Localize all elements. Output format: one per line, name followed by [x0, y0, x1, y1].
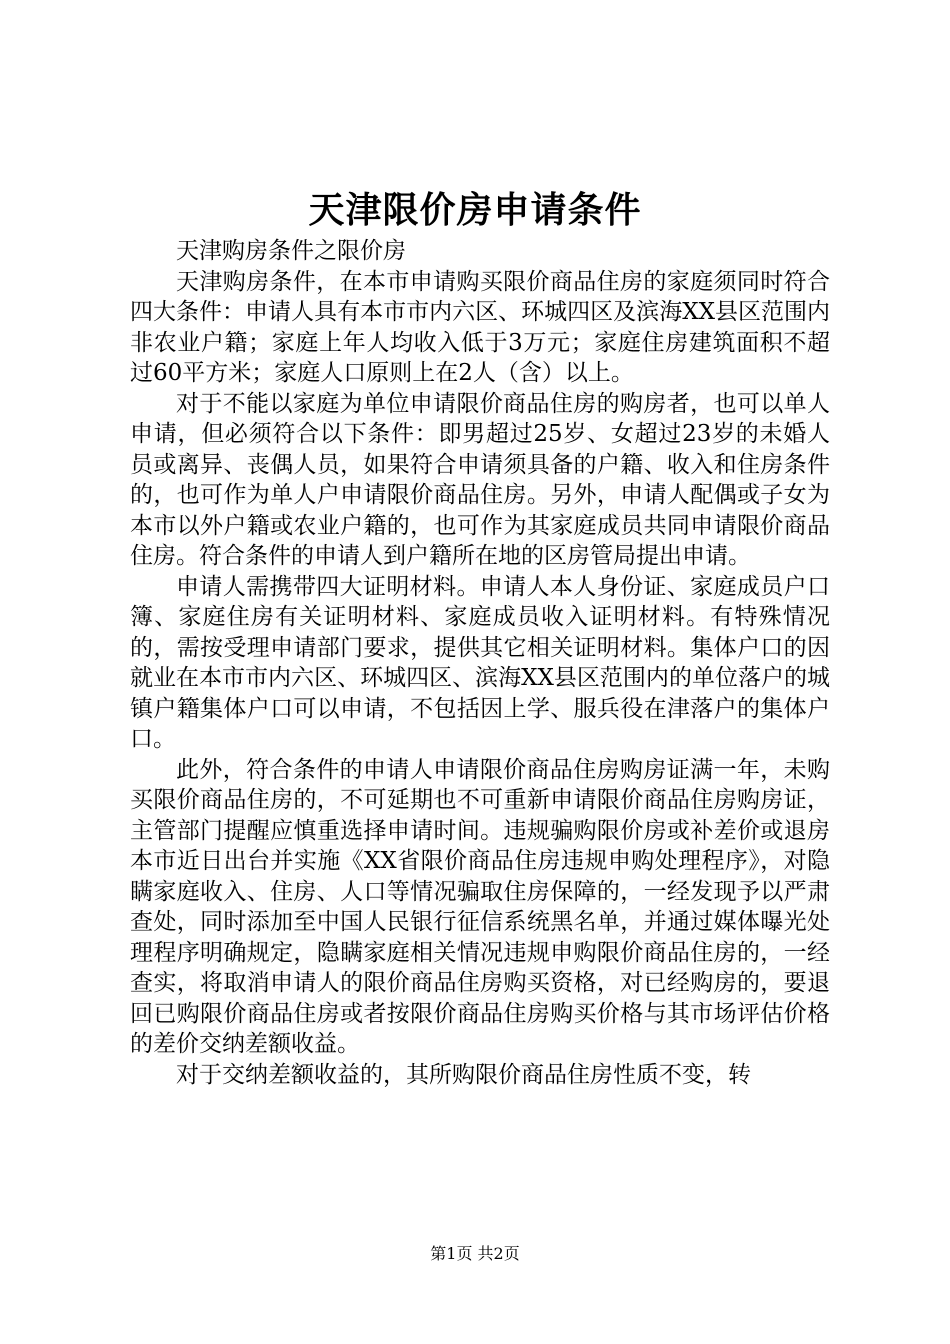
paragraph-penalties: 此外，符合条件的申请人申请限价商品住房购房证满一年，未购买限价商品住房的，不可延期也不可重新申请限价商品住房购房证，主管部门提醒应慎重选择申请时间。违规骗购限价房或补差价或退房本市近日出台并实施《XX省限价商品住房违规申购处理程序》，对隐瞒家庭收入、住房、人口等情况骗取住房保障的，一经发现予以严肃查处，同时添加至中国人民银行征信系统黑名单，并通过媒体曝光处理程序明确规定，隐瞒家庭相关情况违规申购限价商品住房的，一经查实，将取消申请人的限价商品住房购买资格，对已经购房的，要退回已购限价商品住房或者按限价商品住房购买价格与其市场评估价格的差价交纳差额收益。 — [130, 756, 830, 1057]
document-title: 天津限价房申请条件 — [308, 189, 642, 231]
paragraph-continuation: 对于交纳差额收益的，其所购限价商品住房性质不变，转 — [176, 1061, 751, 1088]
document-body — [130, 236, 830, 1090]
page-number-footer: 第1页 共2页 — [430, 1244, 520, 1263]
paragraph-single-applicant: 对于不能以家庭为单位申请限价商品住房的购房者，也可以单人申请，但必须符合以下条件：即男超过25岁、女超过23岁的未婚人员或离异、丧偶人员，如果符合申请须具备的户籍、收入和住房条件的，也可作为单人户申请限价商品住房。另外，申请人配偶或子女为本市以外户籍或农业户籍的，也可作为其家庭成员共同申请限价商品住房。符合条件的申请人到户籍所在地的区房管局提出申请。 — [130, 390, 830, 569]
paragraph-subtitle: 天津购房条件之限价房 — [176, 238, 406, 264]
paragraph-materials: 申请人需携带四大证明材料。申请人本人身份证、家庭成员户口簿、家庭住房有关证明材料、家庭成员收入证明材料。有特殊情况的，需按受理申请部门要求，提供其它相关证明材料。集体户口的因就业在本市市内六区、环城四区、滨海XX县区范围内的单位落户的城镇户籍集体户口可以申请，不包括因上学、服兵役在津落户的集体户口。 — [130, 573, 830, 752]
paragraph-conditions: 天津购房条件，在本市申请购买限价商品住房的家庭须同时符合四大条件：申请人具有本市市内六区、环城四区及滨海XX县区范围内非农业户籍；家庭上年人均收入低于3万元；家庭住房建筑面积不超过60平方米；家庭人口原则上在2人（含）以上。 — [130, 268, 830, 386]
